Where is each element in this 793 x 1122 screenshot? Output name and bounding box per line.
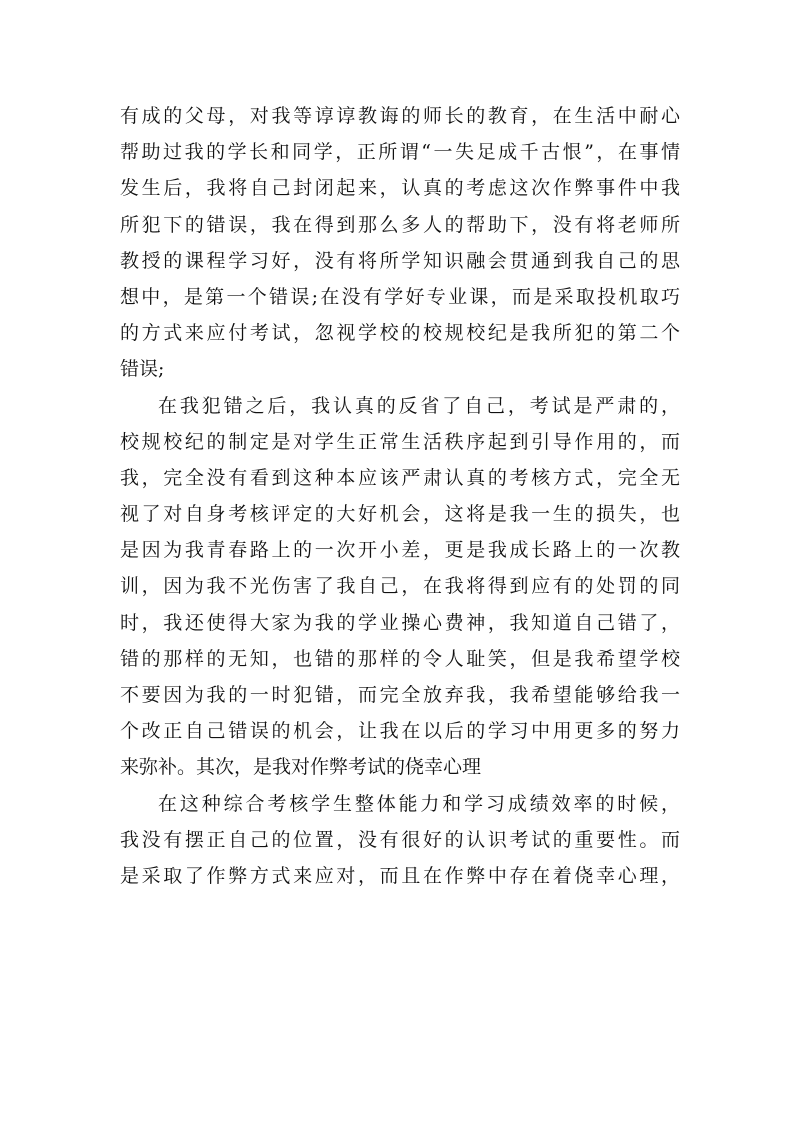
text-line: 帮助过我的学长和同学，正所谓“一失足成千古恨”，在事情 (120, 141, 680, 164)
text-line: 视了对自身考核评定的大好机会，这将是我一生的损失，也 (120, 503, 680, 526)
paragraph-first-line: 在我犯错之后，我认真的反省了自己，考试是严肃的， (158, 394, 680, 417)
text-line: 所犯下的错误，我在得到那么多人的帮助下，没有将老师所 (120, 213, 680, 236)
text-line: 是因为我青春路上的一次开小差，更是我成长路上的一次教 (120, 539, 680, 562)
text-line: 错误; (120, 358, 165, 381)
text-line: 的方式来应付考试，忽视学校的校规校纪是我所犯的第二个 (120, 322, 680, 345)
text-line: 是采取了作弊方式来应对，而且在作弊中存在着侥幸心理， (120, 864, 680, 887)
text-line: 个改正自己错误的机会，让我在以后的学习中用更多的努力 (120, 720, 680, 743)
text-line: 来弥补。其次，是我对作弊考试的侥幸心理 (120, 756, 482, 779)
text-line: 校规校纪的制定是对学生正常生活秩序起到引导作用的，而 (120, 430, 680, 453)
text-line: 训，因为我不光伤害了我自己，在我将得到应有的处罚的同 (120, 575, 680, 598)
text-line: 时，我还使得大家为我的学业操心费神，我知道自己错了， (120, 611, 680, 634)
text-line: 不要因为我的一时犯错，而完全放弃我，我希望能够给我一 (120, 684, 680, 706)
text-line: 错的那样的无知，也错的那样的令人耻笑，但是我希望学校 (120, 647, 680, 670)
text-line: 我没有摆正自己的位置，没有很好的认识考试的重要性。而 (120, 828, 680, 851)
paragraph-first-line: 在这种综合考核学生整体能力和学习成绩效率的时候， (158, 792, 680, 815)
text-line: 想中，是第一个错误;在没有学好专业课，而是采取投机取巧 (120, 285, 680, 308)
text-line: 有成的父母，对我等谆谆教诲的师长的教育，在生活中耐心 (120, 105, 680, 127)
document-body (120, 98, 680, 894)
text-line: 发生后，我将自己封闭起来，认真的考虑这次作弊事件中我 (120, 177, 680, 200)
text-line: 我，完全没有看到这种本应该严肃认真的考核方式，完全无 (120, 466, 680, 489)
text-line: 教授的课程学习好，没有将所学知识融会贯通到我自己的思 (120, 249, 680, 272)
